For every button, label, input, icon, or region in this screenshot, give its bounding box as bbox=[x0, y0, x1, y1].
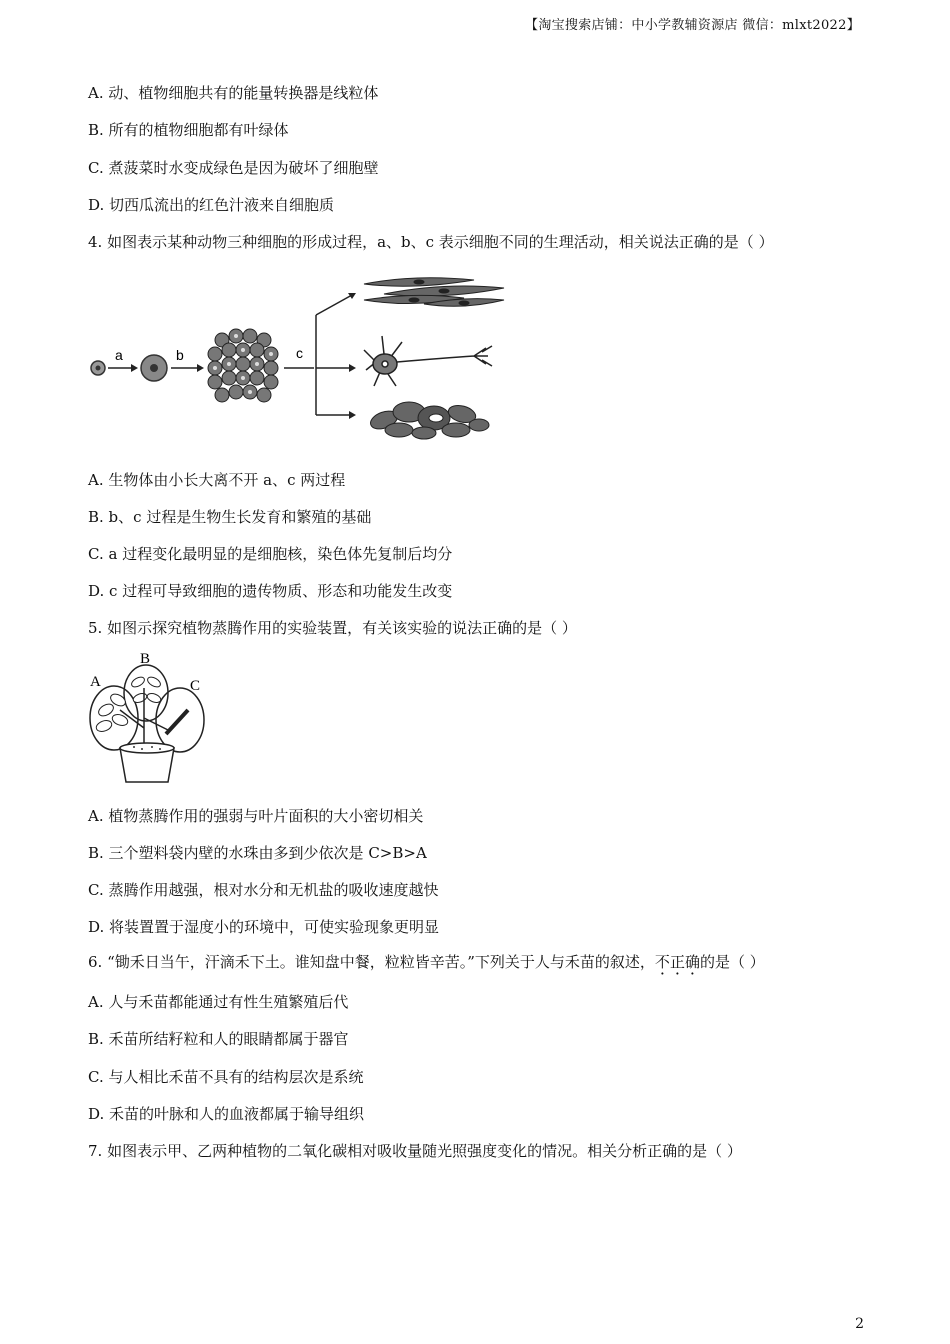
q7-stem: 7. 如图表示甲、乙两种植物的二氧化碳相对吸收量随光照强度变化的情况。相关分析正确的是（ ） bbox=[88, 1142, 742, 1160]
q6-stem-pre: 6. “锄禾日当午，汗滴禾下土。谁知盘中餐，粒粒皆辛苦。”下列关于人与禾苗的叙述， bbox=[88, 953, 655, 971]
muscle-cells bbox=[364, 278, 504, 307]
q3-option-a: A. 动、植物细胞共有的能量转换器是线粒体 bbox=[88, 84, 379, 102]
q4-option-a: A. 生物体由小长大离不开 a、c 两过程 bbox=[88, 471, 346, 489]
q6-stem bbox=[88, 951, 765, 972]
neuron bbox=[364, 336, 492, 386]
q6-option-d: D. 禾苗的叶脉和人的血液都属于输导组织 bbox=[88, 1105, 365, 1123]
bag-b bbox=[124, 665, 168, 721]
label-bag-c: C bbox=[190, 678, 201, 694]
page-header: 【淘宝搜索店铺：中小学教辅资源店 微信：mlxt2022】 bbox=[525, 18, 860, 33]
q6-option-c: C. 与人相比禾苗不具有的结构层次是系统 bbox=[88, 1068, 364, 1086]
blood-cells bbox=[368, 402, 489, 439]
q5-option-d: D. 将装置置于湿度小的环境中，可使实验现象更明显 bbox=[88, 918, 440, 936]
q4-option-c: C. a 过程变化最明显的是细胞核，染色体先复制后均分 bbox=[88, 545, 453, 563]
q5-option-b: B. 三个塑料袋内壁的水珠由多到少依次是 C>B>A bbox=[88, 844, 427, 862]
q5-stem: 5. 如图示探究植物蒸腾作用的实验装置，有关该实验的说法正确的是（ ） bbox=[88, 619, 577, 637]
label-a: a bbox=[115, 347, 123, 363]
label-c: c bbox=[296, 345, 303, 361]
transpiration-figure bbox=[84, 648, 224, 788]
q6-option-b: B. 禾苗所结籽粒和人的眼睛都属于器官 bbox=[88, 1030, 349, 1048]
q4-stem: 4. 如图表示某种动物三种细胞的形成过程，a、b、c 表示细胞不同的生理活动，相关说法正确的是（ ） bbox=[88, 233, 774, 251]
q4-option-b: B. b、c 过程是生物生长发育和繁殖的基础 bbox=[88, 508, 372, 526]
q6-stem-post: 的是（ ） bbox=[699, 953, 765, 971]
label-b: b bbox=[176, 347, 184, 363]
q5-option-a: A. 植物蒸腾作用的强弱与叶片面积的大小密切相关 bbox=[88, 807, 424, 825]
q3-option-d: D. 切西瓜流出的红色汁液来自细胞质 bbox=[88, 196, 335, 214]
q5-option-c: C. 蒸腾作用越强，根对水分和无机盐的吸收速度越快 bbox=[88, 881, 439, 899]
q3-option-c: C. 煮菠菜时水变成绿色是因为破坏了细胞壁 bbox=[88, 159, 379, 177]
cell-cluster bbox=[208, 329, 278, 402]
page-number: 2 bbox=[855, 1316, 864, 1332]
q4-option-d: D. c 过程可导致细胞的遗传物质、形态和功能发生改变 bbox=[88, 582, 453, 600]
q6-option-a: A. 人与禾苗都能通过有性生殖繁殖后代 bbox=[88, 993, 349, 1011]
label-bag-a: A bbox=[90, 674, 101, 690]
label-bag-b: B bbox=[140, 651, 151, 667]
q3-option-b: B. 所有的植物细胞都有叶绿体 bbox=[88, 121, 289, 139]
cell-development-figure bbox=[84, 270, 514, 445]
q6-stem-emphasis: 不正确 bbox=[654, 953, 700, 971]
